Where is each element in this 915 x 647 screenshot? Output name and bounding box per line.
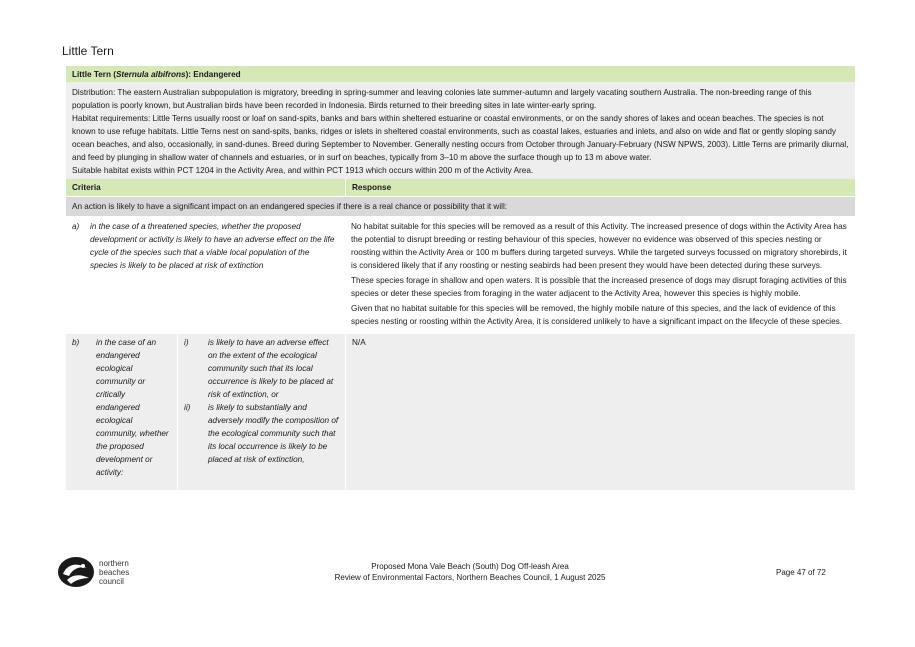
response-header: Response [345,179,855,196]
sub-item-text: is likely to have an adverse effect on the extent of the ecological community such that its local occurrence is likely to be placed at risk of extinction, or [208,338,334,399]
species-title-row [66,66,855,82]
logo-line: council [99,576,124,586]
criterion-a-letter: a) [72,222,80,231]
page-heading: Little Tern [62,44,114,58]
action-statement: An action is likely to have a significant impact on an endangered species if there is a real chance or possibility that it will: [66,197,855,216]
habitat-text: Habitat requirements: Little Terns usually roost or loaf on sand-spits, banks and bars within sheltered estuarine or coastal environments, or on the sandy shores of lakes and ocean beaches. The species is not known to use refuge habitats. Little Terns nest on sand-spits, banks, ridges or islets in sheltered coastal environments, such as coastal lakes, estuaries and inlets, and also on wide and flat or gently sloping sandy ocean beaches, and also, occasionally, in sand-dunes. Breed during September to November. Generally nesting occurs from October through January-February (NSW NPWS, 2003). Little Terns are primarily diurnal, and feed by plunging in shallow water of channels and estuaries, or in surf on beaches, typically from 3–10 m above the surface though up to 13 m above water. [72,114,849,162]
distribution-text: Distribution: The eastern Australian subpopulation is migratory, breeding in spring-summer and leaving colonies late summer-autumn and largely vacating southern Australia. The non-breeding range of this population is poorly known, but Australian birds have been recorded in Indonesia. Birds returned to their breeding sites in late winter-early spring. [72,88,812,110]
title-prefix: Little Tern ( [72,69,116,79]
title-scientific-name: Sternula albifrons [115,69,186,79]
title-suffix: ): Endangered [185,69,241,79]
response-a-cell [345,218,855,332]
assessment-table [66,66,855,490]
footer-line-1: Proposed Mona Vale Beach (South) Dog Off-leash Area [371,562,569,571]
criteria-header-row [66,179,855,196]
page-number: Page 47 of 72 [776,568,826,577]
species-intro [66,82,855,179]
criterion-b-cell [66,334,178,490]
council-logo [57,556,129,588]
footer-line-2: Review of Environmental Factors, Northern Beaches Council, 1 August 2025 [334,573,606,582]
sub-item-numeral: i) [184,338,189,347]
sub-item-numeral: ii) [184,403,191,412]
response-b-cell: N/A [345,334,855,490]
response-a-para: No habitat suitable for this species will be removed as a result of this Activity. The increased presence of dogs within the Activity Area has the potential to disrupt breeding or resting behaviour of this species, however no evidence was observed of this species nesting or roosting within the Activity Area or 100 m buffers during targeted surveys. While the targeted surveys focussed on migratory shorebirds, it is considered likely that if any roosting or nesting seabirds had been present they would have been detected during these surveys. [351,222,847,270]
criterion-b-subitems [178,334,345,490]
council-logo-text [99,559,129,586]
criterion-a-cell [66,218,345,332]
sub-item-text: is likely to substantially and adversely modify the composition of the ecological community such that its local occurrence is likely to be placed at risk of extinction, [208,403,339,464]
footer-document-title [300,561,640,583]
criterion-b-letter: b) [72,338,80,347]
suitable-habitat-text: Suitable habitat exists within PCT 1204 in the Activity Area, and within PCT 1913 which occurs within 200 m of the Activity Area. [72,166,534,175]
logo-line: beaches [99,567,130,577]
criterion-row-a [66,218,855,332]
response-a-para: Given that no habitat suitable for this species will be removed, the highly mobile nature of this species, and the lack of evidence of this species nesting or roosting within the Activity Area, it is considered unlikely to have a significant impact on the lifecycle of these species. [351,304,843,326]
logo-line: northern [99,558,129,568]
criteria-header: Criteria [72,183,101,192]
criterion-a-text: in the case of a threatened species, whether the proposed development or activity is likely to have an adverse effect on the life cycle of the species such that a viable local population of the species is likely to be placed at risk of extinction [90,222,335,270]
criterion-b-text: in the case of an endangered ecological community or critically endangered ecological community, whether the proposed development or activity: [96,338,169,477]
response-a-para: These species forage in shallow and open waters. It is possible that the increased presence of dogs may disrupt foraging activities of this species or deter these species from foraging in the water adjacent to the Activity Area, however this species is highly mobile. [351,276,847,298]
sub-item [184,401,339,466]
criterion-row-b [66,334,855,490]
sub-item [184,336,339,401]
council-emblem-icon [57,556,95,588]
